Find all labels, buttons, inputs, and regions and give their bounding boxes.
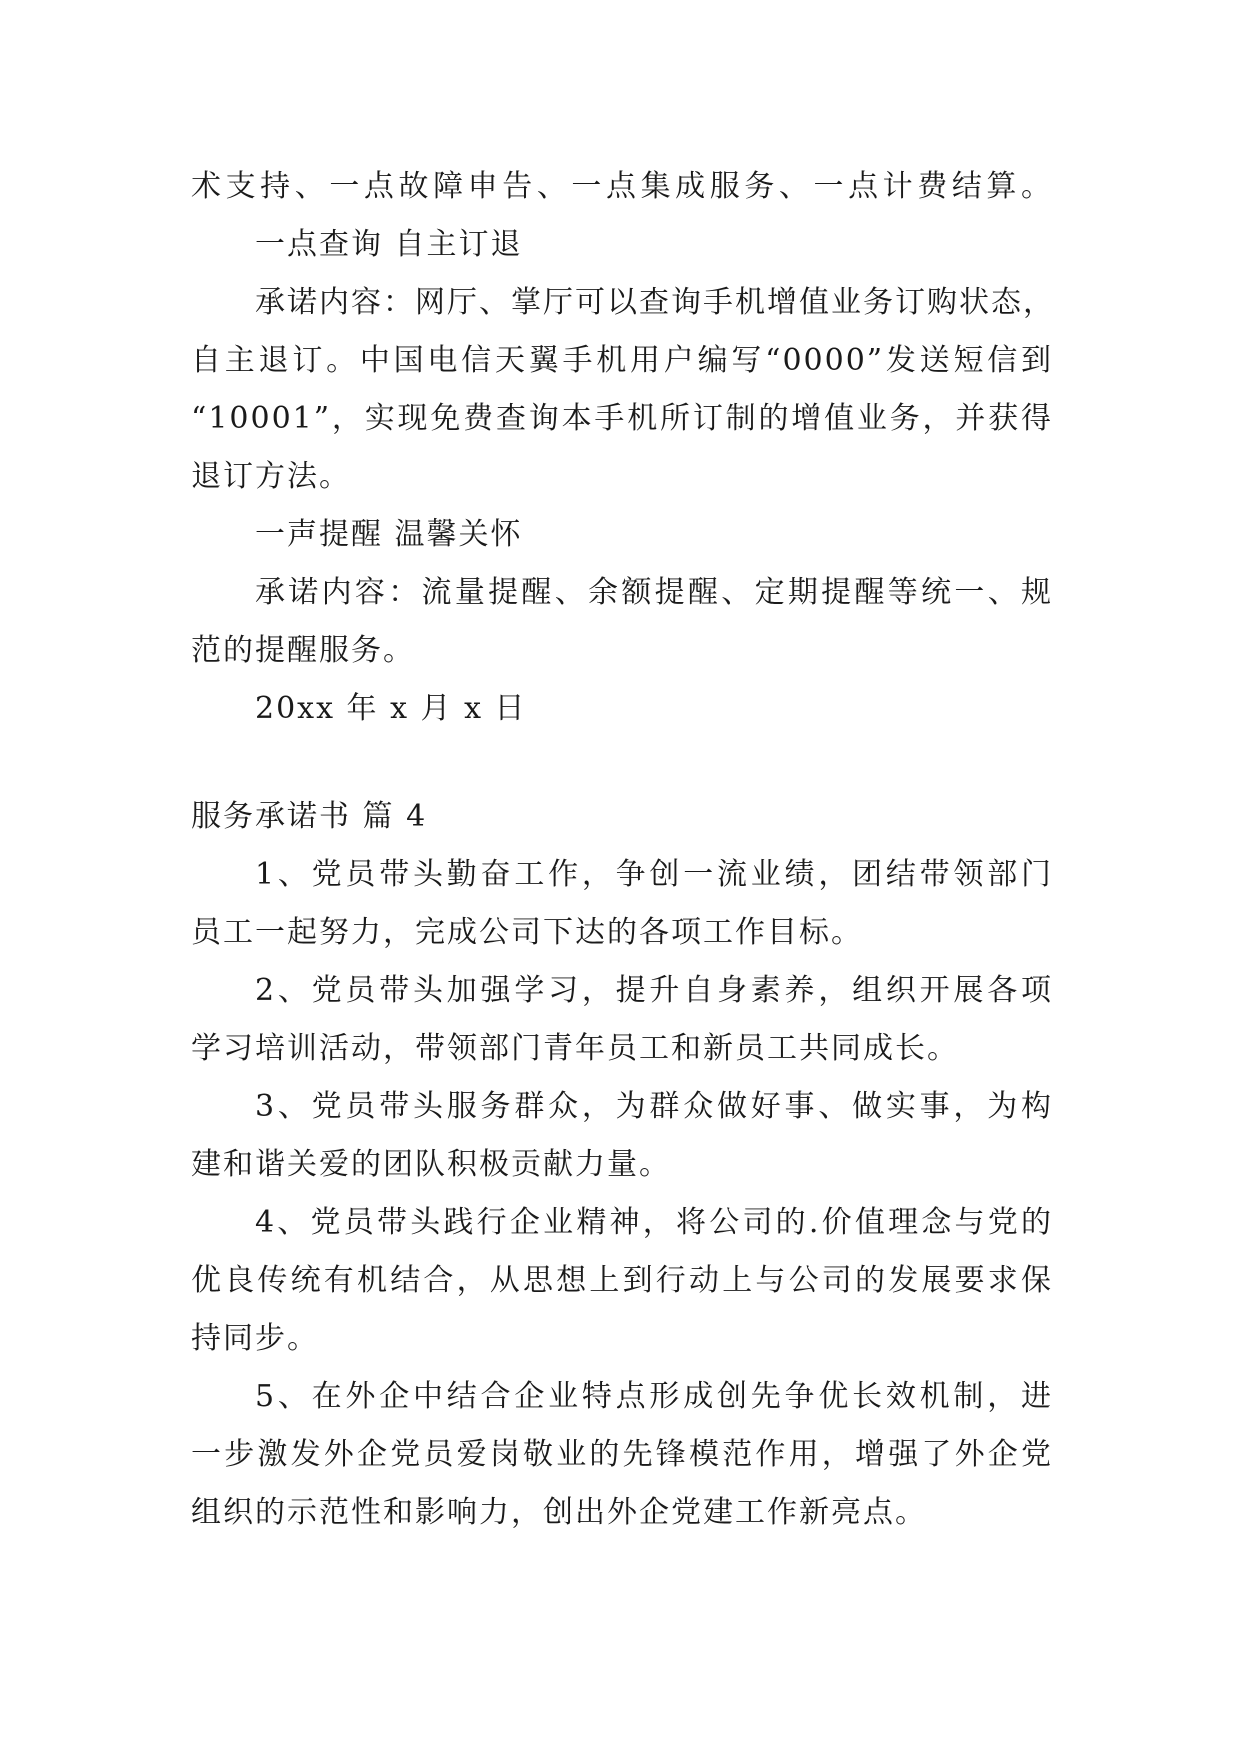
list-item-line: 持同步。 <box>191 1321 319 1356</box>
document-page <box>191 158 1053 1542</box>
list-item-line: 4、党员带头践行企业精神，将公司的.价值理念与党的 <box>255 1205 1053 1240</box>
list-item-line: 组织的示范性和影响力，创出外企党建工作新亮点。 <box>191 1495 927 1530</box>
paragraph-line: “10001”，实现免费查询本手机所订制的增值业务，并获得 <box>191 401 1053 436</box>
subheading-reminder: 一声提醒 温馨关怀 <box>255 517 523 552</box>
subheading-query: 一点查询 自主订退 <box>255 227 523 262</box>
paragraph-line: 承诺内容：流量提醒、余额提醒、定期提醒等统一、规 <box>255 575 1053 610</box>
list-item-line: 员工一起努力，完成公司下达的各项工作目标。 <box>191 915 863 950</box>
paragraph-line: 自主退订。中国电信天翼手机用户编写“0000”发送短信到 <box>191 343 1053 378</box>
list-item-line: 1、党员带头勤奋工作，争创一流业绩，团结带领部门 <box>255 857 1053 892</box>
list-item-line: 2、党员带头加强学习，提升自身素养，组织开展各项 <box>255 973 1053 1008</box>
list-item-line: 3、党员带头服务群众，为群众做好事、做实事，为构 <box>255 1089 1053 1124</box>
list-item-line: 一步激发外企党员爱岗敬业的先锋模范作用，增强了外企党 <box>191 1437 1053 1472</box>
date-line: 20xx 年 x 月 x 日 <box>255 691 527 726</box>
paragraph-line: 退订方法。 <box>191 459 351 494</box>
intro-line: 术支持、一点故障申告、一点集成服务、一点计费结算。 <box>191 169 1053 204</box>
list-item-line: 优良传统有机结合，从思想上到行动上与公司的发展要求保 <box>191 1263 1053 1298</box>
paragraph-line: 范的提醒服务。 <box>191 633 415 668</box>
list-item-line: 学习培训活动，带领部门青年员工和新员工共同成长。 <box>191 1031 959 1066</box>
section-title: 服务承诺书 篇 4 <box>191 799 428 834</box>
list-item-line: 建和谐关爱的团队积极贡献力量。 <box>191 1147 671 1182</box>
paragraph-line: 承诺内容：网厅、掌厅可以查询手机增值业务订购状态， <box>255 285 1055 320</box>
list-item-line: 5、在外企中结合企业特点形成创先争优长效机制，进 <box>255 1379 1053 1414</box>
